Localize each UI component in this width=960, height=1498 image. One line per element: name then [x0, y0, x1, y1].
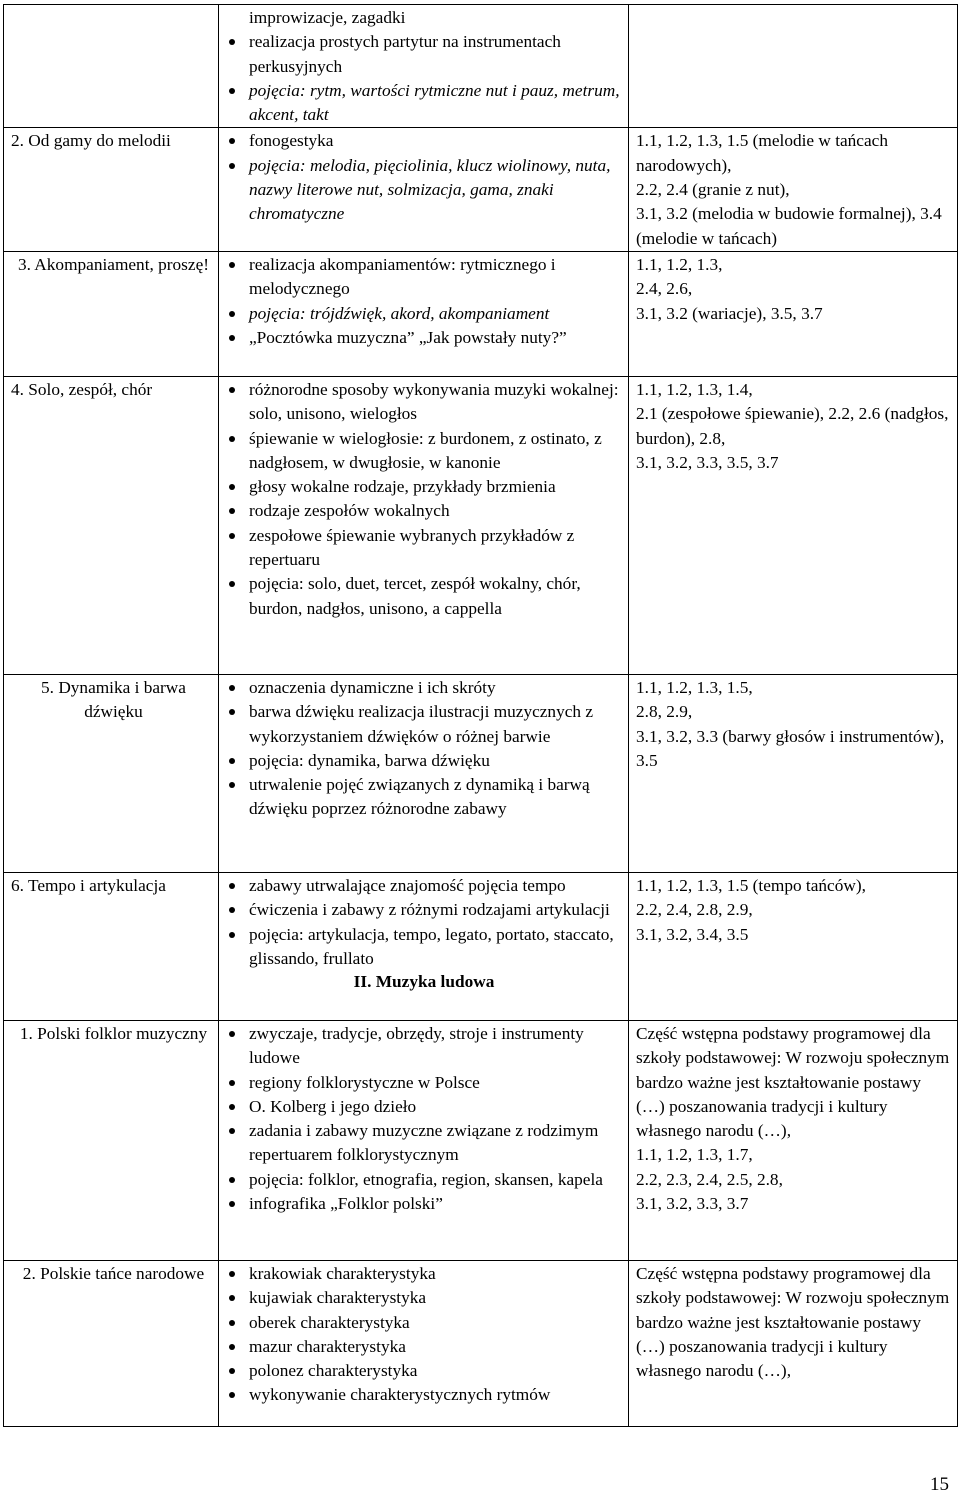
list-item: oberek charakterystyka [224, 1311, 624, 1335]
list-item: różnorodne sposoby wykonywania muzyki wokalnej: solo, unisono, wielogłos [224, 378, 624, 427]
list-item: regiony folklorystyczne w Polsce [224, 1071, 624, 1095]
refs-cell [629, 1260, 958, 1426]
list-item: pojęcia: rytm, wartości rytmiczne nut i pauz, metrum, akcent, takt [224, 79, 624, 128]
list-item: kujawiak charakterystyka [224, 1286, 624, 1310]
list-item: rodzaje zespołów wokalnych [224, 499, 624, 523]
table-row [4, 5, 958, 128]
list-item: zespołowe śpiewanie wybranych przykładów z repertuaru [224, 524, 624, 573]
list-item: infografika „Folklor polski” [224, 1192, 624, 1216]
topic-cell [4, 872, 219, 1020]
list-item: O. Kolberg i jego dzieło [224, 1095, 624, 1119]
content-cell [219, 674, 629, 872]
content-cell [219, 872, 629, 1020]
refs-cell [629, 376, 958, 674]
table-row [4, 1020, 958, 1260]
list-item: zabawy utrwalające znajomość pojęcia tempo [224, 874, 624, 898]
list-item: głosy wokalne rodzaje, przykłady brzmienia [224, 475, 624, 499]
list-item-plain: improwizacje, zagadki [249, 8, 406, 27]
ref-line: 2.1 (zespołowe śpiewanie), 2.2, 2.6 (nadgłos, burdon), 2.8, [636, 404, 949, 448]
topic-label: 1. Polski folklor muzyczny [19, 1023, 208, 1043]
ref-line: 3.1, 3.2 (wariacje), 3.5, 3.7 [636, 303, 823, 323]
list-item: „Pocztówka muzyczna” „Jak powstały nuty?” [224, 326, 624, 350]
list-item: zwyczaje, tradycje, obrzędy, stroje i instrumenty ludowe [224, 1022, 624, 1071]
refs-cell [629, 872, 958, 1020]
list-item: zadania i zabawy muzyczne związane z rodzimym repertuarem folklorystycznym [224, 1119, 624, 1168]
table-row [4, 251, 958, 376]
refs-cell [629, 128, 958, 251]
ref-line: 1.1, 1.2, 1.3, [636, 254, 723, 274]
ref-line: 1.1, 1.2, 1.3, 1.7, [636, 1145, 753, 1165]
list-item: pojęcia: trójdźwięk, akord, akompaniament [224, 302, 624, 326]
list-item: oznaczenia dynamiczne i ich skróty [224, 676, 624, 700]
table-row [4, 376, 958, 674]
table-row [4, 1260, 958, 1426]
ref-line: Część wstępna podstawy programowej dla szkoły podstawowej: W rozwoju społecznym bardzo ważne jest kształtowanie postawy (…) poszanowania tradycji i kultury własnego narodu (…), [636, 1263, 950, 1381]
refs-cell [629, 674, 958, 872]
topic-label: 2. Polskie tańce narodowe [22, 1263, 205, 1283]
topic-label: 2. Od gamy do melodii [11, 131, 171, 151]
list-item: pojęcia: melodia, pięciolinia, klucz wiolinowy, nuta, nazwy literowe nut, solmizacja, gama, znaki chromatyczne [224, 154, 624, 227]
list-item: pojęcia: folklor, etnografia, region, skansen, kapela [224, 1168, 624, 1192]
content-cell [219, 1260, 629, 1426]
ref-line: 2.8, 2.9, [636, 702, 693, 722]
ref-line: 1.1, 1.2, 1.3, 1.4, [636, 379, 753, 399]
refs-cell [629, 1020, 958, 1260]
list-item: fonogestyka [224, 129, 624, 153]
topic-label: 3. Akompaniament, proszę! [17, 254, 209, 274]
list-item: krakowiak charakterystyka [224, 1262, 624, 1286]
list-item: realizacja akompaniamentów: rytmicznego i melodycznego [224, 253, 624, 302]
ref-line: 3.1, 3.2, 3.3 (barwy głosów i instrumentów), 3.5 [636, 726, 945, 770]
ref-line: 1.1, 1.2, 1.3, 1.5 (melodie w tańcach narodowych), [636, 131, 888, 175]
content-cell [219, 251, 629, 376]
topic-cell [4, 251, 219, 376]
ref-line: 2.2, 2.4, 2.8, 2.9, [636, 900, 753, 920]
content-cell [219, 128, 629, 251]
list-item: utrwalenie pojęć związanych z dynamiką i barwą dźwięku poprzez różnorodne zabawy [224, 773, 624, 822]
list-item: ćwiczenia i zabawy z różnymi rodzajami artykulacji [224, 898, 624, 922]
topic-cell [4, 128, 219, 251]
topic-cell [4, 376, 219, 674]
list-item: barwa dźwięku realizacja ilustracji muzycznych z wykorzystaniem dźwięków o różnej barwie [224, 700, 624, 749]
ref-line: 1.1, 1.2, 1.3, 1.5, [636, 677, 753, 697]
table-row [4, 872, 958, 1020]
content-cell [219, 5, 629, 128]
ref-line: 2.2, 2.4 (granie z nut), [636, 180, 790, 200]
ref-line: 3.1, 3.2 (melodia w budowie formalnej), 3.4 (melodie w tańcach) [636, 204, 942, 248]
topic-cell [4, 674, 219, 872]
list-item: polonez charakterystyka [224, 1359, 624, 1383]
ref-line: 3.1, 3.2, 3.3, 3.7 [636, 1194, 749, 1214]
curriculum-table [3, 4, 958, 1427]
section-header: II. Muzyka ludowa [353, 972, 495, 992]
ref-line: Część wstępna podstawy programowej dla szkoły podstawowej: W rozwoju społecznym bardzo ważne jest kształtowanie postawy (…) poszanowania tradycji i kultury własnego narodu (…), [636, 1023, 950, 1141]
ref-line: 3.1, 3.2, 3.4, 3.5 [636, 924, 749, 944]
ref-line: 1.1, 1.2, 1.3, 1.5 (tempo tańców), [636, 875, 866, 895]
ref-line: 2.4, 2.6, [636, 279, 693, 299]
topic-label: 6. Tempo i artykulacja [11, 875, 166, 895]
content-cell [219, 376, 629, 674]
list-item: pojęcia: dynamika, barwa dźwięku [224, 749, 624, 773]
list-item: wykonywanie charakterystycznych rytmów [224, 1383, 624, 1407]
table-row [4, 674, 958, 872]
topic-label: 4. Solo, zespół, chór [11, 379, 153, 399]
page-number: 15 [930, 1474, 949, 1495]
list-item: śpiewanie w wielogłosie: z burdonem, z ostinato, z nadgłosem, w dwugłosie, w kanonie [224, 427, 624, 476]
refs-cell [629, 251, 958, 376]
table-row [4, 128, 958, 251]
topic-cell [4, 5, 219, 128]
list-item: mazur charakterystyka [224, 1335, 624, 1359]
topic-cell [4, 1020, 219, 1260]
topic-label: 5. Dynamika i barwa dźwięku [41, 677, 186, 722]
ref-line: 3.1, 3.2, 3.3, 3.5, 3.7 [636, 452, 779, 472]
ref-line: 2.2, 2.3, 2.4, 2.5, 2.8, [636, 1169, 783, 1189]
topic-cell [4, 1260, 219, 1426]
content-cell [219, 1020, 629, 1260]
list-item: pojęcia: solo, duet, tercet, zespół wokalny, chór, burdon, nadgłos, unisono, a cappella [224, 572, 624, 621]
refs-cell [629, 5, 958, 128]
list-item: realizacja prostych partytur na instrumentach perkusyjnych [224, 30, 624, 79]
list-item: pojęcia: artykulacja, tempo, legato, portato, staccato, glissando, frullato [224, 923, 624, 972]
